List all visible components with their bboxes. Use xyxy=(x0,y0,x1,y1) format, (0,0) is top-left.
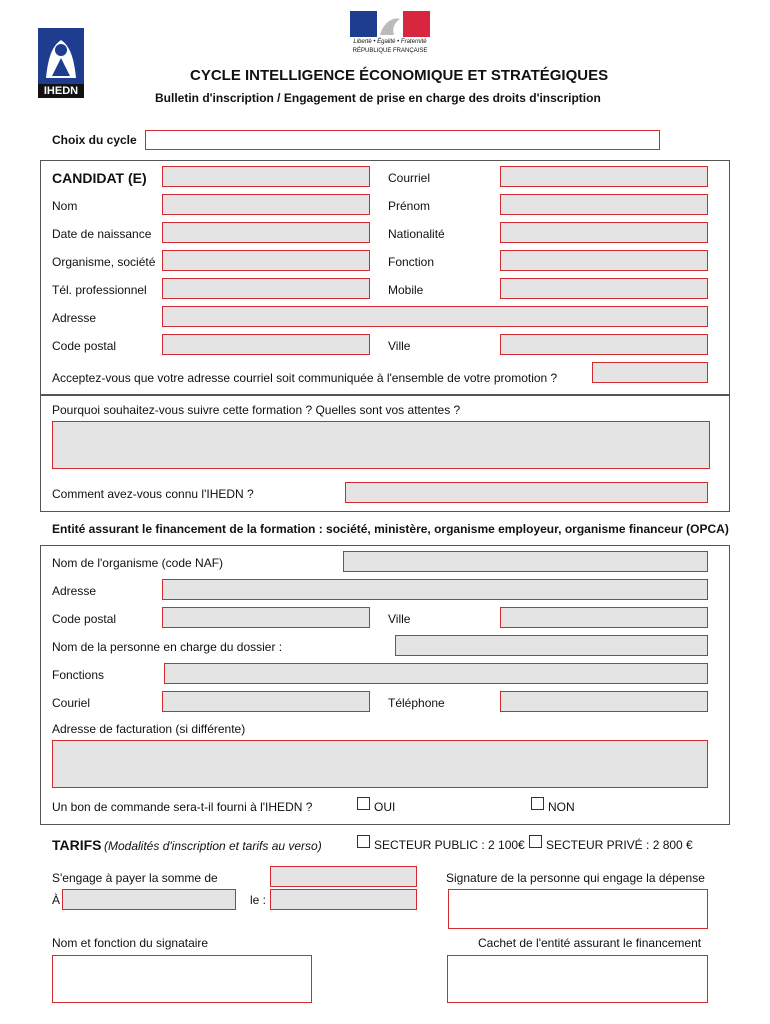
nom-label: Nom xyxy=(52,199,78,213)
signature-label: Signature de la personne qui engage la dépense xyxy=(446,871,705,885)
fin-adresse-label: Adresse xyxy=(52,584,97,598)
cachet-box[interactable] xyxy=(447,955,708,1003)
fin-code-postal-label: Code postal xyxy=(52,612,117,626)
fin-code-postal-input[interactable] xyxy=(162,607,370,628)
acceptez-label: Acceptez-vous que votre adresse courriel soit communiquée à l'ensemble de votre promotion ? xyxy=(52,371,558,385)
organisme-label: Organisme, société xyxy=(52,255,156,269)
fonctions-input[interactable] xyxy=(164,663,708,684)
fonction-label: Fonction xyxy=(388,255,435,269)
oui-checkbox[interactable] xyxy=(357,797,370,810)
prenom-label: Prénom xyxy=(388,199,431,213)
fin-ville-label: Ville xyxy=(388,612,411,626)
acceptez-input[interactable] xyxy=(592,362,708,383)
ville-input[interactable] xyxy=(500,334,708,355)
signature-box[interactable] xyxy=(448,889,708,929)
ville-label: Ville xyxy=(388,339,411,353)
date-naissance-input[interactable] xyxy=(162,222,370,243)
nom-fonction-label: Nom et fonction du signataire xyxy=(52,936,209,950)
republic-motto: Liberté • Égalité • Fraternité xyxy=(353,39,427,45)
nationalite-input[interactable] xyxy=(500,222,708,243)
adresse-input[interactable] xyxy=(162,306,708,327)
tel-pro-label: Tél. professionnel xyxy=(52,283,147,297)
somme-input[interactable] xyxy=(270,866,417,887)
republic-name: RÉPUBLIQUE FRANÇAISE xyxy=(352,48,428,54)
secteur-prive-checkbox[interactable] xyxy=(529,835,542,848)
oui-label: OUI xyxy=(374,800,396,814)
choix-cycle-input[interactable] xyxy=(145,130,660,150)
prenom-input[interactable] xyxy=(500,194,708,215)
non-label: NON xyxy=(548,800,575,814)
le-label: le : xyxy=(250,893,267,907)
fin-courriel-label: Couriel xyxy=(52,696,91,710)
nom-fonction-box[interactable] xyxy=(52,955,312,1003)
secteur-public-label: SECTEUR PUBLIC : 2 100€ xyxy=(374,838,525,852)
fin-adresse-input[interactable] xyxy=(162,579,708,600)
nom-organisme-label: Nom de l'organisme (code NAF) xyxy=(52,556,224,570)
mobile-label: Mobile xyxy=(388,283,424,297)
candidat-heading: CANDIDAT (E) xyxy=(52,170,147,186)
nationalite-label: Nationalité xyxy=(388,227,445,241)
personne-label: Nom de la personne en charge du dossier : xyxy=(52,640,283,654)
motivation-question: Pourquoi souhaitez-vous suivre cette formation ? Quelles sont vos attentes ? xyxy=(52,403,461,417)
choix-cycle-label: Choix du cycle xyxy=(52,133,137,147)
mobile-input[interactable] xyxy=(500,278,708,299)
code-postal-label: Code postal xyxy=(52,339,117,353)
fin-courriel-input[interactable] xyxy=(162,691,370,712)
somme-label: S'engage à payer la somme de xyxy=(52,871,218,885)
a-input[interactable] xyxy=(62,889,236,910)
bon-commande-label: Un bon de commande sera-t-il fourni à l'IHEDN ? xyxy=(52,800,313,814)
republique-logo xyxy=(350,11,430,59)
fin-ville-input[interactable] xyxy=(500,607,708,628)
date-naissance-label: Date de naissance xyxy=(52,227,152,241)
connu-label: Comment avez-vous connu l'IHEDN ? xyxy=(52,487,254,501)
candidat-field[interactable] xyxy=(162,166,370,187)
connu-input[interactable] xyxy=(345,482,708,503)
courriel-input[interactable] xyxy=(500,166,708,187)
financement-heading: Entité assurant le financement de la formation : société, ministère, organisme employeur, organisme financeur (OPCA) xyxy=(52,522,729,536)
motivation-textarea[interactable] xyxy=(52,421,710,469)
cachet-label: Cachet de l'entité assurant le financement xyxy=(478,936,702,950)
tarifs-heading: TARIFS xyxy=(52,837,102,853)
code-postal-input[interactable] xyxy=(162,334,370,355)
organisme-input[interactable] xyxy=(162,250,370,271)
adresse-label: Adresse xyxy=(52,311,97,325)
french-flag-icon xyxy=(350,11,430,37)
page-title: CYCLE INTELLIGENCE ÉCONOMIQUE ET STRATÉGIQUES xyxy=(190,67,609,84)
ihedn-logo-text: IHEDN xyxy=(43,85,79,97)
tel-pro-input[interactable] xyxy=(162,278,370,299)
facturation-textarea[interactable] xyxy=(52,740,708,788)
secteur-prive-label: SECTEUR PRIVÉ : 2 800 € xyxy=(546,838,693,852)
facturation-label: Adresse de facturation (si différente) xyxy=(52,722,246,736)
secteur-public-checkbox[interactable] xyxy=(357,835,370,848)
telephone-input[interactable] xyxy=(500,691,708,712)
fonction-input[interactable] xyxy=(500,250,708,271)
non-checkbox[interactable] xyxy=(531,797,544,810)
courriel-label: Courriel xyxy=(388,171,431,185)
page-subtitle: Bulletin d'inscription / Engagement de prise en charge des droits d'inscription xyxy=(155,91,601,105)
personne-input[interactable] xyxy=(395,635,708,656)
nom-input[interactable] xyxy=(162,194,370,215)
fonctions-label: Fonctions xyxy=(52,668,105,682)
nom-organisme-input[interactable] xyxy=(343,551,708,572)
ihedn-logo xyxy=(38,28,84,98)
tarifs-note: (Modalités d'inscription et tarifs au verso) xyxy=(104,839,322,853)
telephone-label: Téléphone xyxy=(388,696,445,710)
a-label: À xyxy=(52,893,61,907)
le-input[interactable] xyxy=(270,889,417,910)
